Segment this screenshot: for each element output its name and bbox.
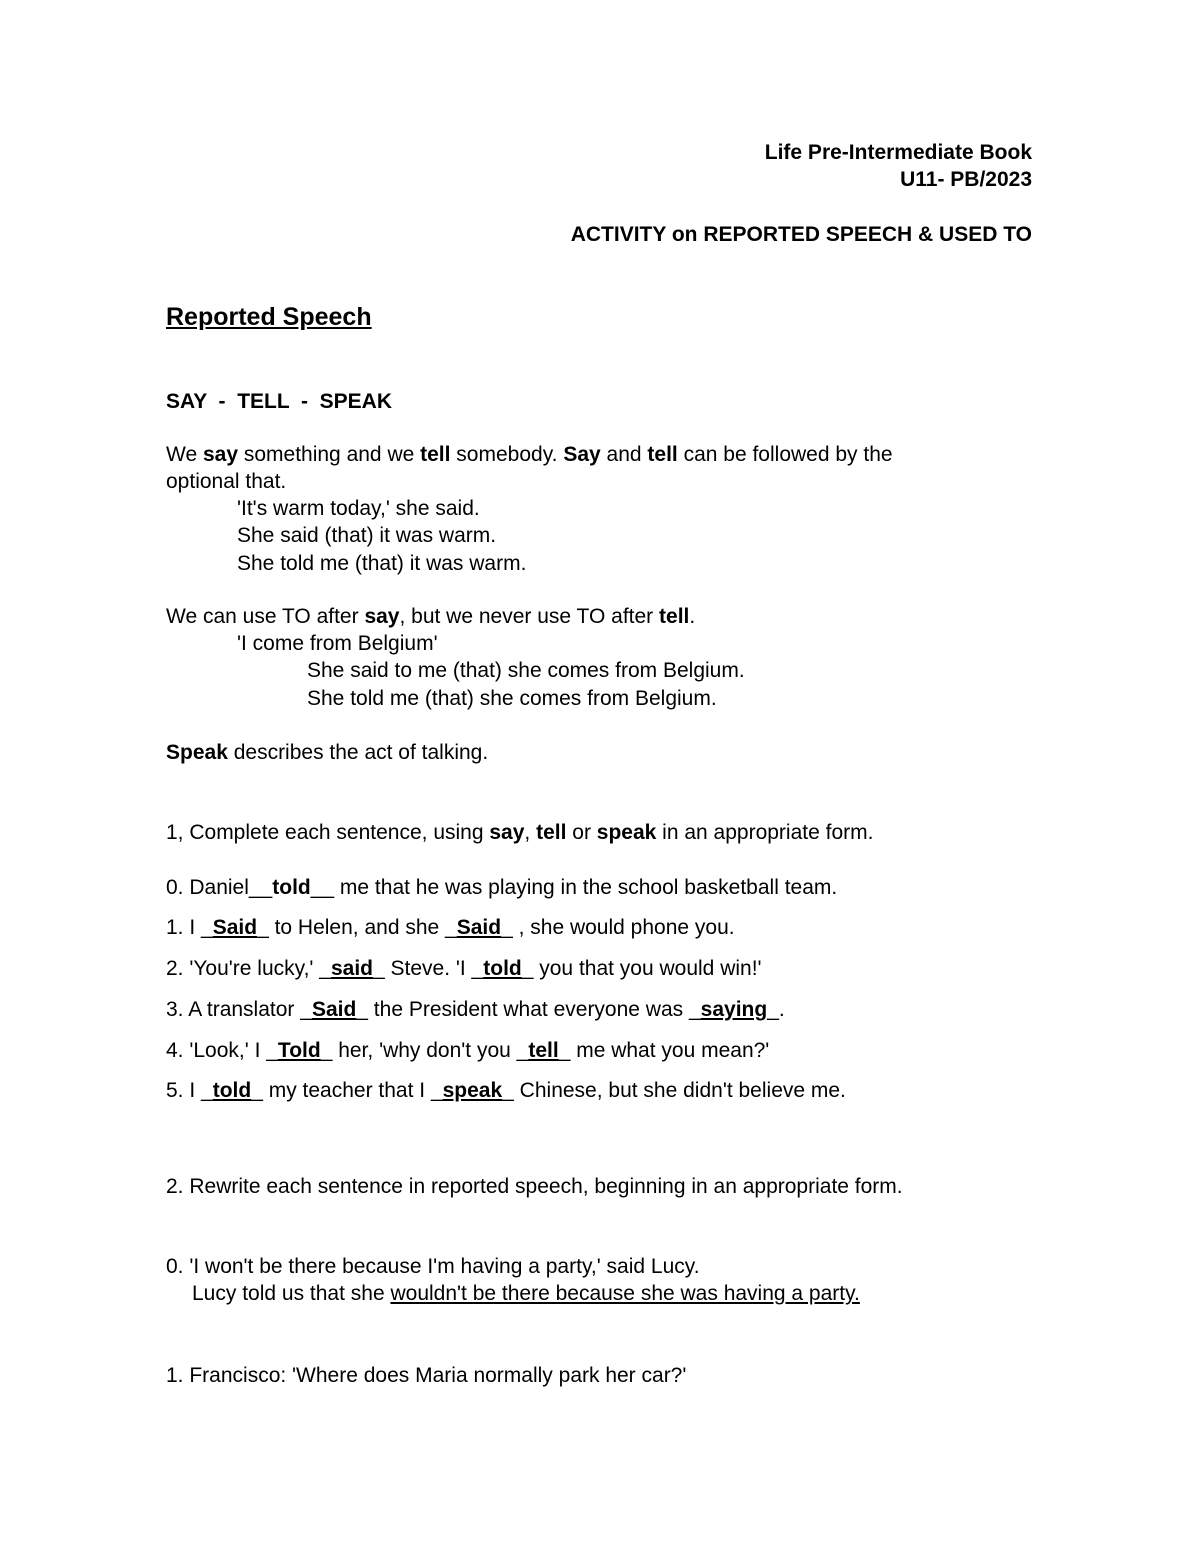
exercise-2-item: 1. Francisco: 'Where does Maria normally park her car?': [166, 1364, 687, 1387]
subheading: SAY - TELL - SPEAK: [166, 390, 392, 413]
exercise-1-item: 4. 'Look,' I _Told_ her, 'why don't you _tell_ me what you mean?': [166, 1039, 770, 1062]
unit-code: U11- PB/2023: [900, 168, 1032, 191]
example-line: She said (that) it was warm.: [237, 524, 497, 547]
example-line: She told me (that) it was warm.: [237, 552, 527, 575]
exercise-1-item: 3. A translator _Said_ the President what everyone was _saying_.: [166, 998, 785, 1021]
intro-paragraph-1-cont: optional that.: [166, 470, 287, 493]
intro-paragraph-3: Speak describes the act of talking.: [166, 741, 489, 764]
example-line: 'It's warm today,' she said.: [237, 497, 480, 520]
intro-paragraph-1: We say something and we tell somebody. Say and tell can be followed by the: [166, 443, 893, 466]
exercise-1-item: 1. I _Said_ to Helen, and she _Said_ , she would phone you.: [166, 916, 735, 939]
exercise-1-item: 5. I _told_ my teacher that I _speak_ Chinese, but she didn't believe me.: [166, 1079, 846, 1102]
exercise-1-item: 2. 'You're lucky,' _said_ Steve. 'I _told_ you that you would win!': [166, 957, 762, 980]
section-title: Reported Speech: [166, 303, 372, 331]
exercise-2-example-answer: Lucy told us that she wouldn't be there because she was having a party.: [192, 1282, 860, 1305]
example-line: She said to me (that) she comes from Belgium.: [307, 659, 745, 682]
example-line: 'I come from Belgium': [237, 632, 438, 655]
example-line: She told me (that) she comes from Belgium.: [307, 687, 717, 710]
activity-title: ACTIVITY on REPORTED SPEECH & USED TO: [570, 223, 1032, 246]
book-title: Life Pre-Intermediate Book: [764, 141, 1032, 164]
exercise-2-example-quote: 0. 'I won't be there because I'm having a party,' said Lucy.: [166, 1255, 700, 1278]
exercise-1-instruction: 1, Complete each sentence, using say, tell or speak in an appropriate form.: [166, 821, 874, 844]
exercise-2-instruction: 2. Rewrite each sentence in reported speech, beginning in an appropriate form.: [166, 1175, 903, 1198]
intro-paragraph-2: We can use TO after say, but we never use TO after tell.: [166, 605, 696, 628]
exercise-1-item: 0. Daniel__told__ me that he was playing in the school basketball team.: [166, 876, 838, 899]
